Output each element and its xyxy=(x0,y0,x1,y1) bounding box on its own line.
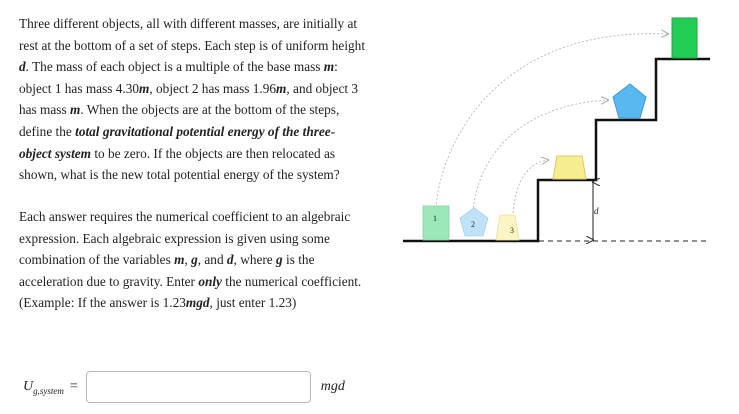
answer-label: $U_{g,system}$ xyxy=(23,378,64,396)
equals-sign: = xyxy=(69,379,78,394)
answer-units: mgd xyxy=(320,379,345,394)
dimension-d-label: d xyxy=(594,206,599,216)
emphasized-definition: total gravitational potential energy of the three-object system xyxy=(19,123,336,161)
object-1-bottom xyxy=(423,206,449,240)
instructions-paragraph: Each answer requires the numerical coefficient to an algebraic expression. Each algebraic expression is given using some combination of the variables m, g, and d, where g is the acceleration due to gravity. Enter only the numerical coefficient. (Example: If the answer is 1.23mgd, just enter 1.23) xyxy=(19,209,362,311)
object-3-bottom xyxy=(496,215,519,240)
object-2-top xyxy=(613,84,646,118)
only-emphasis: only xyxy=(198,273,222,289)
object-3-label: 3 xyxy=(510,226,514,235)
path-object-3 xyxy=(513,160,548,217)
steps-diagram xyxy=(398,8,710,256)
var-d: d xyxy=(19,59,26,75)
object-1-top xyxy=(672,18,697,58)
answer-row xyxy=(23,369,345,405)
path-object-2 xyxy=(473,100,608,212)
problem-paragraph: Three different objects, all with different masses, are initially at rest at the bottom of a set of steps. Each step is of uniform height d. The mass of each object is a multiple of the base mass m: object 1 has mass 4.30m, object 2 has mass 1.96m, and object 3 has mass m. When the objects are at the bottom of the steps, define the total gravitational potential energy of the three-object system to be zero. If the objects are then relocated as shown, what is the new total potential energy of the system? xyxy=(19,16,366,183)
object-3-top xyxy=(553,156,586,179)
answer-input[interactable] xyxy=(86,371,311,403)
object-1-label: 1 xyxy=(433,214,437,223)
object-2-label: 2 xyxy=(471,220,475,229)
